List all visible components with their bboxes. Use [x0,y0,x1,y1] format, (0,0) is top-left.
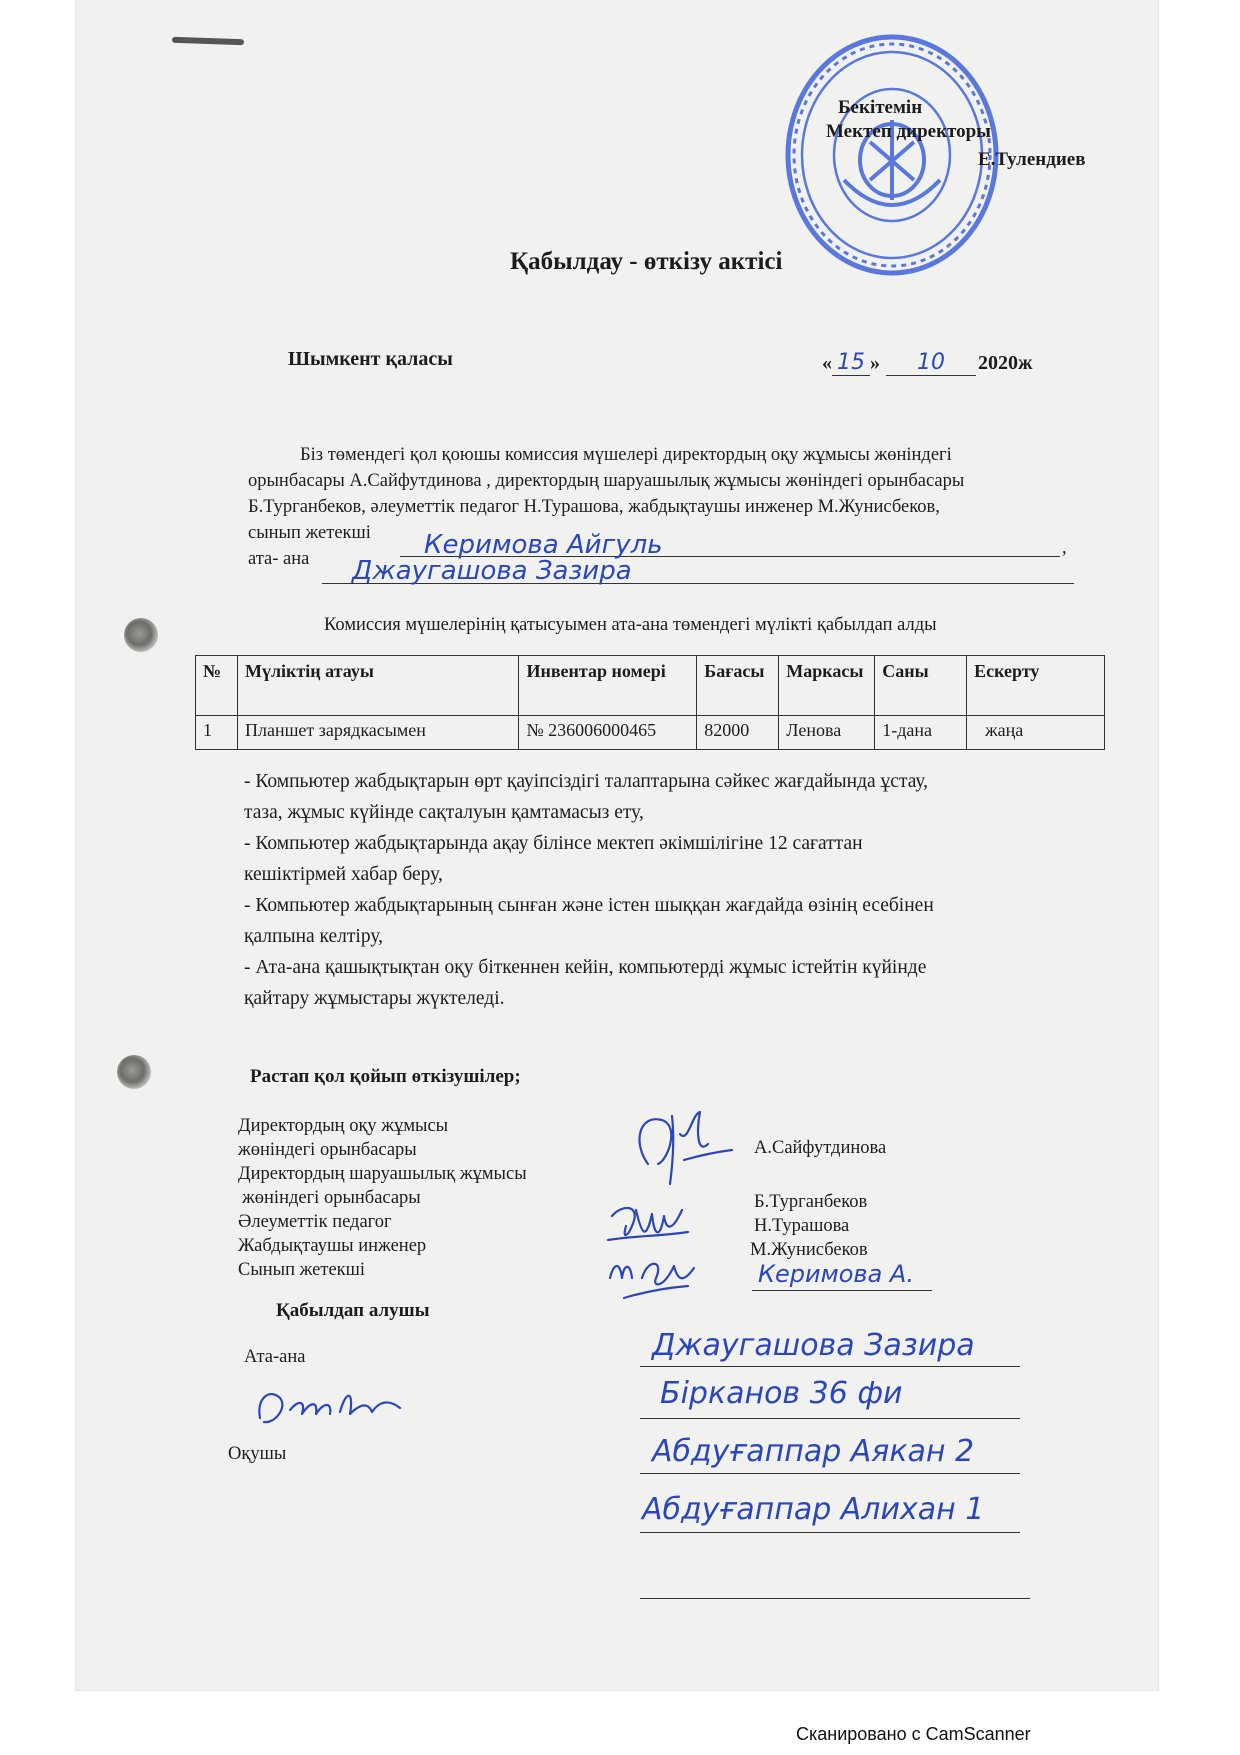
rule-line: - Ата-ана қашықтықтан оқу біткеннен кейін, компьютерді жұмыс істейтін күйінде [244,957,927,978]
rule-line: қалпына келтіру, [244,926,384,947]
receiver-line [640,1473,1020,1474]
header-qty: Саны [875,656,967,716]
approval-block [826,96,1086,172]
rule-line: - Компьютер жабдықтарының сынған және істен шыққан жағдайда өзінің есебінен [244,895,934,916]
punch-hole [117,1055,151,1089]
date-year: 2020ж [978,352,1033,374]
punch-hole [124,618,158,652]
receiver-line [640,1418,1020,1419]
commission-line: Комиссия мүшелерінің қатысуымен ата-ана төмендегі мүлікті қабылдап алды [324,615,937,635]
intro-line: Б.Турганбеков, әлеуметтік педагог Н.Турашова, жабдықтаушы инженер М.Жунисбеков, [248,497,940,517]
class-teacher-label: сынып жетекші [248,523,371,543]
header-note: Ескерту [967,656,1105,716]
parent-handwritten: Джаугашова Зазира [352,556,632,586]
cell-name: Планшет зарядкасымен [237,716,519,750]
signer-name-social: Н.Турашова [754,1216,850,1236]
header-brand: Маркасы [779,656,875,716]
signer-role: Сынып жетекші [238,1260,366,1280]
confirm-heading: Растап қол қойып өткізушілер; [250,1066,521,1087]
date-month: 10 [886,350,976,376]
signature-zhunisbekov [604,1248,700,1304]
student-handwritten: Абдуғаппар Алихан 1 [642,1492,985,1527]
signer-names [750,1136,887,1262]
rule-line: - Компьютер жабдықтарын өрт қауіпсіздігі талаптарына сәйкес жағдайында ұстау, [244,771,929,792]
signer-name-deputy-edu: А.Сайфутдинова [754,1138,887,1158]
signer-role: Директордың шаруашылық жұмысы [238,1164,527,1184]
date-day: 15 [832,350,870,376]
approval-line-2: Мектеп директоры [826,121,992,142]
approval-line-1: Бекітемін [838,97,923,118]
approval-director-name: Е.Тулендиев [978,149,1086,170]
signature-turganbekov [602,1196,692,1248]
header-no: № [196,656,238,716]
signer-roles [238,1114,527,1282]
signer-role: жөніндегі орынбасары [238,1140,417,1160]
obligations-list [244,766,934,1014]
rule-line: таза, жұмыс күйінде сақталуын қамтамасыз ету, [244,802,644,823]
document-date [822,350,1033,376]
signer-name-engineer: М.Жунисбеков [750,1240,868,1260]
class-teacher-handwritten: Керимова Айгуль [424,530,663,560]
signature-parent-small [250,1378,410,1434]
signer-role: Жабдықтаушы инженер [238,1236,427,1256]
receiver-parent-handwritten: Джаугашова Зазира [652,1328,975,1363]
receiver-line [640,1532,1020,1533]
receiver-heading: Қабылдап алушы [276,1300,430,1321]
table-row [196,716,1105,750]
property-table [195,655,1105,750]
rule-line: кешіктірмей хабар беру, [244,864,443,885]
student-handwritten: Бірканов 36 фи [660,1376,903,1411]
rule-line: қайтару жұмыстары жүктеледі. [244,988,505,1009]
class-teacher-signature-line [752,1290,932,1291]
student-handwritten: Абдуғаппар Аякан 2 [652,1434,975,1469]
class-teacher-signature-name: Керимова А. [758,1260,914,1288]
signer-role: жөніндегі орынбасары [242,1188,421,1208]
receiver-student-label: Оқушы [228,1444,287,1464]
intro-line: орынбасары А.Сайфутдинова , директордың шаруашылық жұмысы жөніндегі орынбасары [248,471,965,491]
cell-no: 1 [196,716,238,750]
header-price: Бағасы [697,656,779,716]
parent-label: ата- ана [248,549,310,569]
class-teacher-comma: , [1062,538,1067,558]
date-open-quote: « [822,352,832,374]
cell-qty: 1-дана [875,716,967,750]
header-inventory: Инвентар номері [519,656,697,716]
signer-name-deputy-econ: Б.Турганбеков [754,1192,868,1212]
city-label: Шымкент қаласы [288,348,453,370]
cell-brand: Ленова [779,716,875,750]
date-close-quote: » [870,352,880,374]
receiver-line [640,1598,1030,1599]
cell-price: 82000 [697,716,779,750]
document-title: Қабылдау - өткізу актісі [510,248,783,275]
header-name: Мүліктің атауы [237,656,519,716]
intro-line: Біз төмендегі қол қоюшы комиссия мүшелері директордың оқу жұмысы жөніндегі [300,445,952,465]
signer-role: Директордың оқу жұмысы [238,1116,449,1136]
scan-mark [172,37,244,46]
rule-line: - Компьютер жабдықтарында ақау білінсе мектеп әкімшілігіне 12 сағаттан [244,833,863,854]
receiver-parent-label: Ата-ана [244,1347,306,1367]
cell-note: жаңа [967,716,1105,750]
cell-inventory: № 236006000465 [519,716,697,750]
signer-role: Әлеуметтік педагог [238,1212,392,1232]
signature-sayfutdinova [628,1104,738,1190]
intro-paragraph [248,442,1088,572]
camscanner-footer: Сканировано с CamScanner [796,1724,1031,1744]
table-header-row [196,656,1105,716]
receiver-line [640,1366,1020,1367]
